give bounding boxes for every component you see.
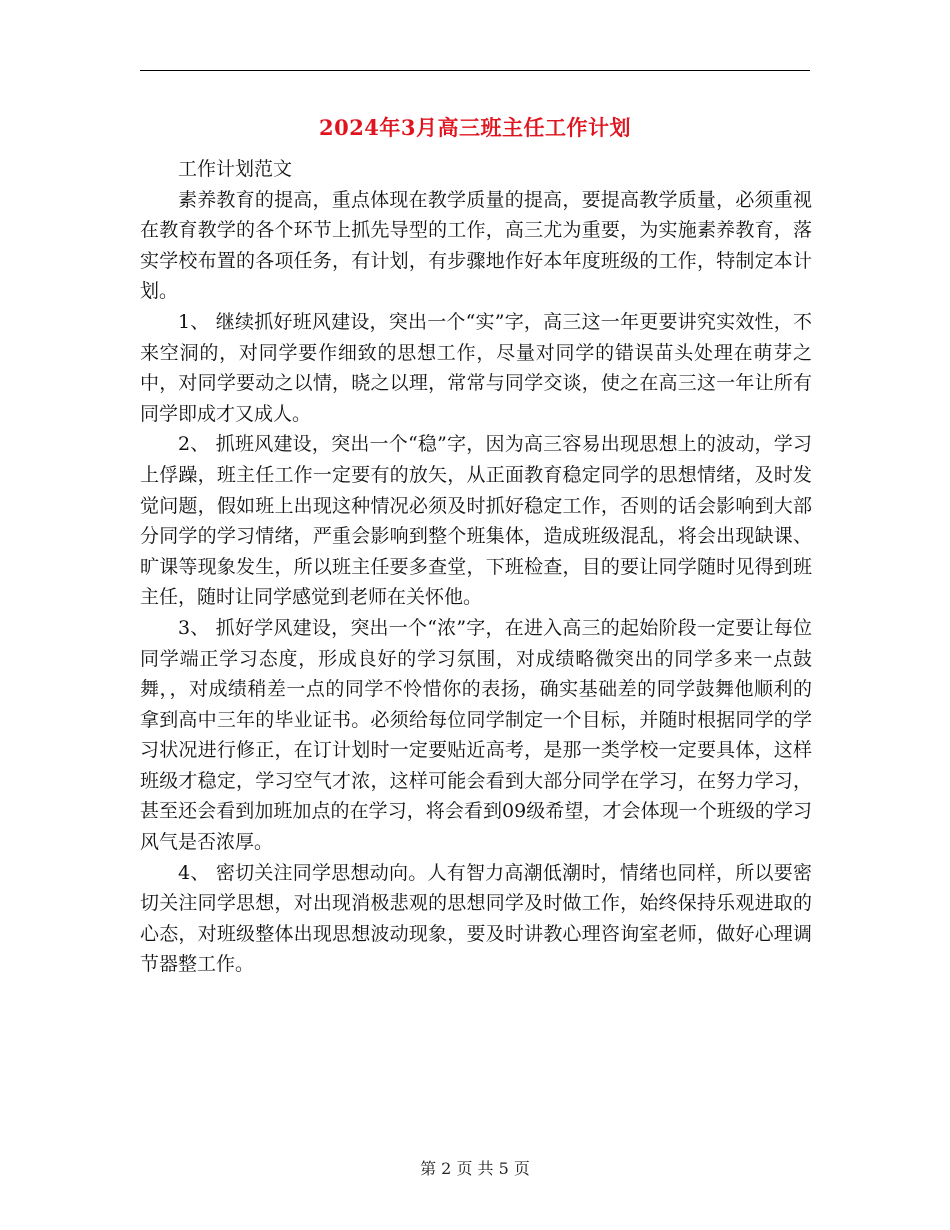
- document-title: 2024年3月高三班主任工作计划: [318, 115, 632, 140]
- document-body: [140, 154, 812, 980]
- header-rule: [140, 70, 810, 71]
- paragraph-item-4: 4、 密切关注同学思想动向。人有智力高潮低潮时，情绪也同样，所以要密切关注同学思想，对出现消极悲观的思想同学及时做工作，始终保持乐观进取的心态，对班级整体出现思想波动现象，要及时讲教心理咨询室老师，做好心理调节器整工作。: [140, 861, 812, 976]
- paragraph-item-2: 2、 抓班风建设，突出一个“稳”字，因为高三容易出现思想上的波动，学习上俘躁，班主任工作一定要有的放矢，从正面教育稳定同学的思想情绪，及时发觉问题，假如班上出现这种情况必须及时抓好稳定工作，否则的话会影响到大部分同学的学习情绪，严重会影响到整个班集体，造成班级混乱，将会出现缺课、旷课等现象发生，所以班主任要多查堂，下班检查，目的要让同学随时见得到班主任，随时让同学感觉到老师在关怀他。: [140, 433, 812, 609]
- paragraph-intro: 素养教育的提高，重点体现在教学质量的提高，要提高教学质量，必须重视在教育教学的各个环节上抓先导型的工作，高三尤为重要，为实施素养教育，落实学校布置的各项任务，有计划，有步骤地作好本年度班级的工作，特制定本计划。: [140, 188, 812, 303]
- paragraph-item-1: 1、 继续抓好班风建设，突出一个“实”字，高三这一年更要讲究实效性，不来空洞的，对同学要作细致的思想工作，尽量对同学的错误苗头处理在萌芽之中，对同学要动之以情，晓之以理，常常与同学交谈，使之在高三这一年让所有同学即成才又成人。: [140, 310, 812, 425]
- paragraph-item-3: 3、 抓好学风建设，突出一个“浓”字，在进入高三的起始阶段一定要让每位同学端正学习态度，形成良好的学习氛围，对成绩略微突出的同学多来一点鼓舞，，对成绩稍差一点的同学不怜惜你的表扬，确实基础差的同学鼓舞他顺利的拿到高中三年的毕业证书。必须给每位同学制定一个目标，并随时根据同学的学习状况进行修正，在订计划时一定要贴近高考，是那一类学校一定要具体，这样班级才稳定，学习空气才浓，这样可能会看到大部分同学在学习，在努力学习，甚至还会看到加班加点的在学习，将会看到09级希望，才会体现一个班级的学习风气是否浓厚。: [140, 616, 812, 854]
- page-number-footer: 第 2 页 共 5 页: [420, 1159, 530, 1178]
- paragraph-subtitle: 工作计划范文: [178, 158, 293, 180]
